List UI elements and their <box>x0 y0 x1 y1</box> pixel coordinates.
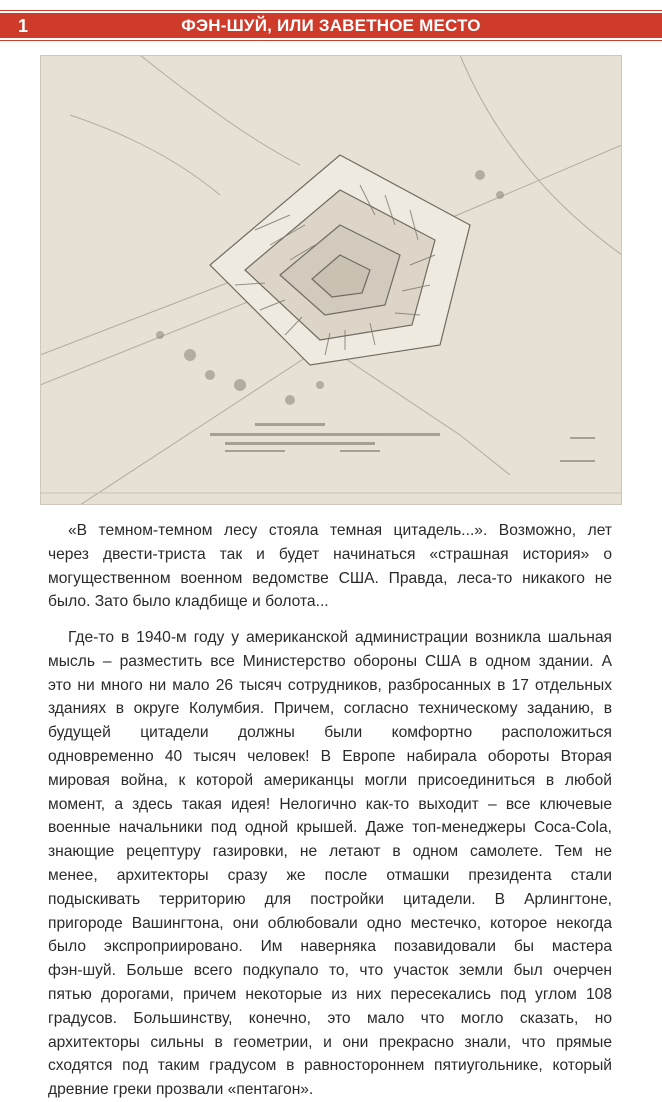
drawing-illustration <box>40 55 622 505</box>
text-line: мировая война, к которой американцы могли присоединиться в любой <box>48 771 612 789</box>
text-line: мысль – разместить все Министерство обороны США в одном здании. А <box>48 652 612 670</box>
text-line: пятью дорогами, причем некоторые из них пересекались под углом 108 <box>48 985 612 1003</box>
text-line: фэн-шуй. Больше всего подкупало то, что участок земли был очерчен <box>48 962 612 980</box>
header-rule-top <box>0 10 662 11</box>
text-line: будущей цитадели должны были комфортно расположиться <box>48 724 612 742</box>
text-line: пригороде Вашингтона, они облюбовали одно местечко, которое некогда <box>48 914 612 932</box>
article-paragraph-2 <box>48 626 612 1102</box>
text-line: древние греки прозвали «пентагон». <box>48 1081 314 1099</box>
text-line: было экспроприировано. Им наверняка позавидовали бы мастера <box>48 938 612 956</box>
text-line: менее, архитекторы сразу же после отмашки президента стали <box>48 866 612 884</box>
text-line: было. Зато было кладбище и болота... <box>48 593 329 611</box>
text-line: сходятся под таким градусом в равностороннем пятиугольнике, который <box>48 1057 612 1075</box>
text-line: архитекторы сильны в геометрии, и они прекрасно знали, что прямые <box>48 1033 612 1051</box>
chapter-title: ФЭН-ШУЙ, ИЛИ ЗАВЕТНОЕ МЕСТО <box>181 16 481 35</box>
text-line: Где-то в 1940-м году у американской администрации возникла шальная <box>68 629 612 646</box>
text-line: подыскивать территорию для постройки цитадели. В Арлингтоне, <box>48 890 612 908</box>
text-line: момент, а здесь такая идея! Нелогично как-то выходит – все ключевые <box>48 795 612 813</box>
text-line: военные начальники под одной крышей. Даже топ-менеджеры Coca-Cola, <box>48 819 612 837</box>
text-line: это ни много ни мало 26 тысяч сотрудников, разбросанных в 17 отдельных <box>48 676 612 694</box>
article-paragraph-1 <box>48 519 612 614</box>
text-line: могущественном военном ведомстве США. Правда, леса-то никакого не <box>48 569 612 587</box>
page-number: 1 <box>18 16 29 36</box>
text-line: градусов. Большинству, конечно, это мало что могло сказать, но <box>48 1009 612 1027</box>
text-line: знающие рецептуру газировки, не летают в одном самолете. Тем не <box>48 843 612 861</box>
text-line: зданиях в округе Колумбия. Причем, согласно техническому заданию, в <box>48 700 612 718</box>
chapter-header <box>0 13 662 38</box>
header-rule-bottom <box>0 40 662 41</box>
text-line: одновременно 40 тысяч человек! В Европе набирала обороты Вторая <box>48 747 612 765</box>
text-line: «В темном-темном лесу стояла темная цитадель...». Возможно, лет <box>68 522 612 539</box>
text-line: через двести-триста так и будет начинаться «страшная история» о <box>48 545 612 563</box>
pentagon-aerial-drawing <box>40 55 622 505</box>
